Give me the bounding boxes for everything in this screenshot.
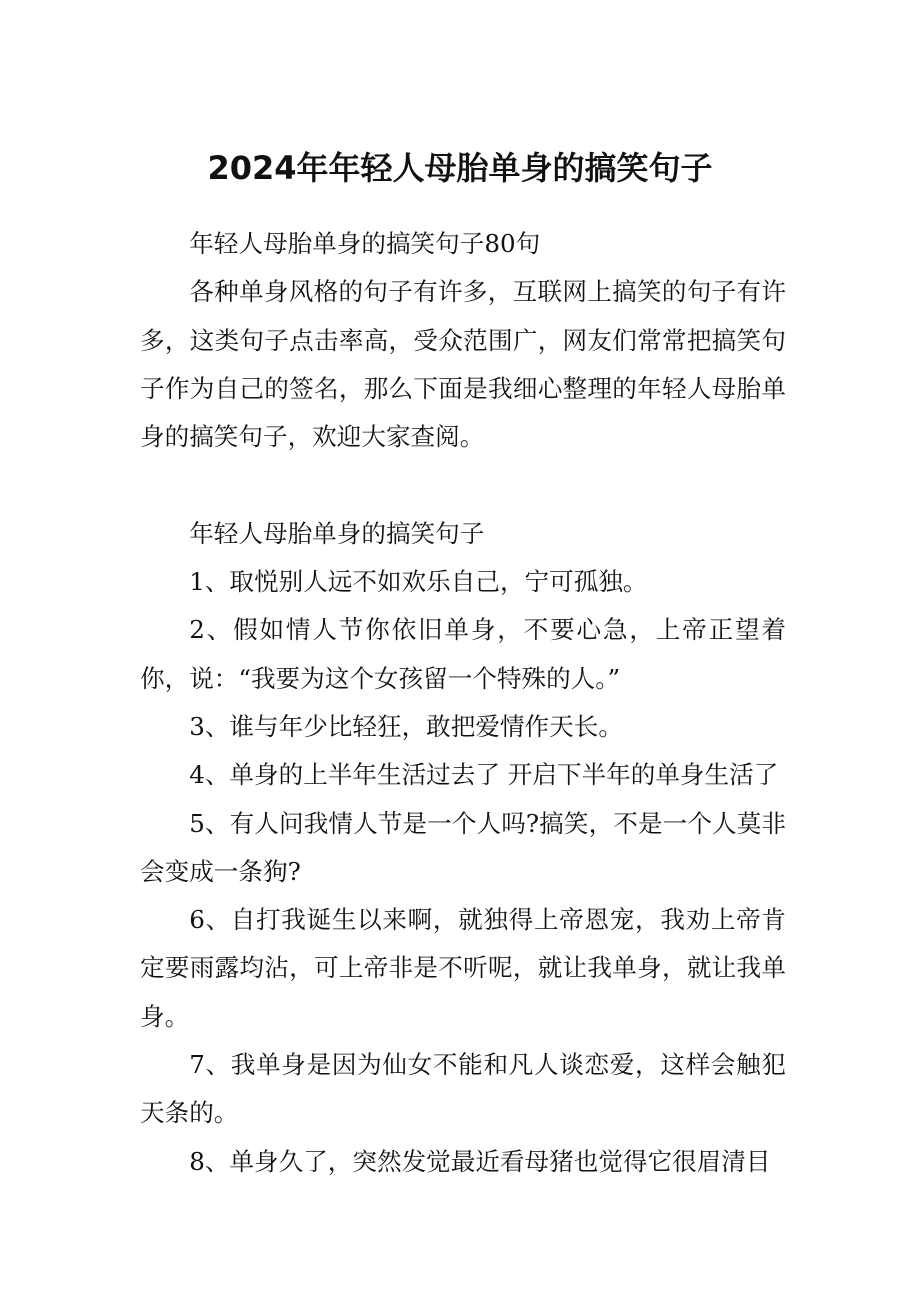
list-item: 6、自打我诞生以来啊，就独得上帝恩宠，我劝上帝肯定要雨露均沾，可上帝非是不听呢，就让我单身，就让我单身。 <box>140 905 786 1031</box>
list-item: 5、有人问我情人节是一个人吗?搞笑，不是一个人莫非会变成一条狗? <box>140 808 786 886</box>
list-item: 1、取悦别人远不如欢乐自己，宁可孤独。 <box>189 567 648 597</box>
subtitle-paragraph: 年轻人母胎单身的搞笑句子80句 <box>189 229 541 258</box>
list-item: 3、谁与年少比轻狂，敢把爱情作天长。 <box>189 711 623 741</box>
list-item: 4、单身的上半年生活过去了 开启下半年的单身生活了 <box>189 760 779 790</box>
intro-paragraph: 各种单身风格的句子有许多，互联网上搞笑的句子有许多，这类句子点击率高，受众范围广，网友们常常把搞笑句子作为自己的签名，那么下面是我细心整理的年轻人母胎单身的搞笑句子，欢迎大家查阅。 <box>140 277 786 452</box>
document-body <box>140 220 786 1186</box>
section-heading: 年轻人母胎单身的搞笑句子 <box>189 518 485 548</box>
list-item: 8、单身久了，突然发觉最近看母猪也觉得它很眉清目 <box>189 1146 771 1176</box>
document-title: 2024年年轻人母胎单身的搞笑句子 <box>207 149 713 187</box>
list-item: 2、假如情人节你依旧单身，不要心急，上帝正望着你，说：“我要为这个女孩留一个特殊的人。” <box>140 615 786 693</box>
list-item: 7、我单身是因为仙女不能和凡人谈恋爱，这样会触犯天条的。 <box>140 1050 786 1128</box>
